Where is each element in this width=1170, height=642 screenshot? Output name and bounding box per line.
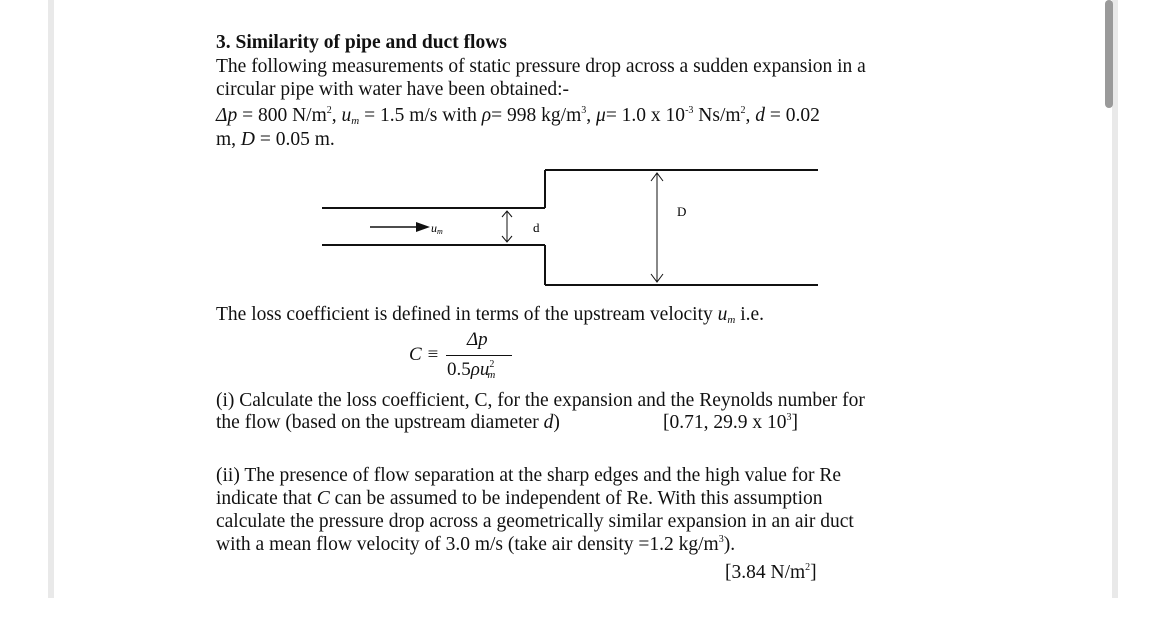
intro-line-1: The following measurements of static pressure drop across a sudden expansion in a bbox=[216, 56, 866, 77]
part-ii-line-1: (ii) The presence of flow separation at the sharp edges and the high value for Re bbox=[216, 465, 842, 486]
given-values-line-1: Δp = 800 $N/m^2$, $u_m = 1.5$ m/s with ρ= 998 $kg/m^3$, μ= 1.0 x $10^{-3}$ $Ns/m^2$, d = 0.02 bbox=[216, 105, 820, 127]
large-diameter-arrow bbox=[651, 173, 663, 282]
small-diameter-label: d bbox=[533, 220, 540, 235]
page-bottom-area bbox=[0, 598, 1170, 642]
loss-definition-line: The loss coefficient is defined in terms of the upstream velocity $u_m$ i.e. bbox=[216, 304, 765, 326]
part-ii-line-3: calculate the pressure drop across a geometrically similar expansion in an air duct bbox=[216, 511, 854, 532]
section-heading: 3. Similarity of pipe and duct flows bbox=[216, 32, 507, 53]
D-symbol: D bbox=[240, 129, 256, 150]
formula-denominator: $0.5\rho u^2_m$ bbox=[447, 359, 496, 381]
flow-arrow bbox=[370, 222, 430, 232]
intro-line-2: circular pipe with water have been obtained:- bbox=[216, 79, 570, 100]
flow-velocity-label: um bbox=[431, 221, 443, 236]
rho-symbol: ρ bbox=[481, 105, 492, 126]
um-symbol: $u_m$ bbox=[341, 105, 360, 127]
part-ii-line-2: indicate that C can be assumed to be independent of Re. With this assumption bbox=[216, 488, 823, 509]
formula-lhs: C ≡ bbox=[409, 344, 440, 365]
mu-symbol: μ bbox=[596, 105, 606, 126]
part-ii-line-4: with a mean flow velocity of 3.0 m/s (take air density =1.2 $kg/m^3$). bbox=[216, 534, 736, 555]
large-diameter-label: D bbox=[677, 204, 687, 219]
given-values-line-2: m, D = 0.05 m. bbox=[216, 129, 335, 150]
formula-numerator: Δp bbox=[467, 329, 488, 350]
dp-symbol: Δp bbox=[216, 105, 238, 126]
part-i-line-1: (i) Calculate the loss coefficient, C, for the expansion and the Reynolds number for bbox=[216, 390, 865, 411]
part-i-line-2: the flow (based on the upstream diameter d) bbox=[216, 412, 560, 433]
part-i-answer: [0.71, 29.9 x $10^3$] bbox=[663, 412, 798, 433]
d-symbol: d bbox=[755, 105, 766, 126]
part-ii-answer: [3.84 $N/m^2$] bbox=[725, 562, 817, 583]
small-diameter-arrow bbox=[502, 211, 512, 242]
